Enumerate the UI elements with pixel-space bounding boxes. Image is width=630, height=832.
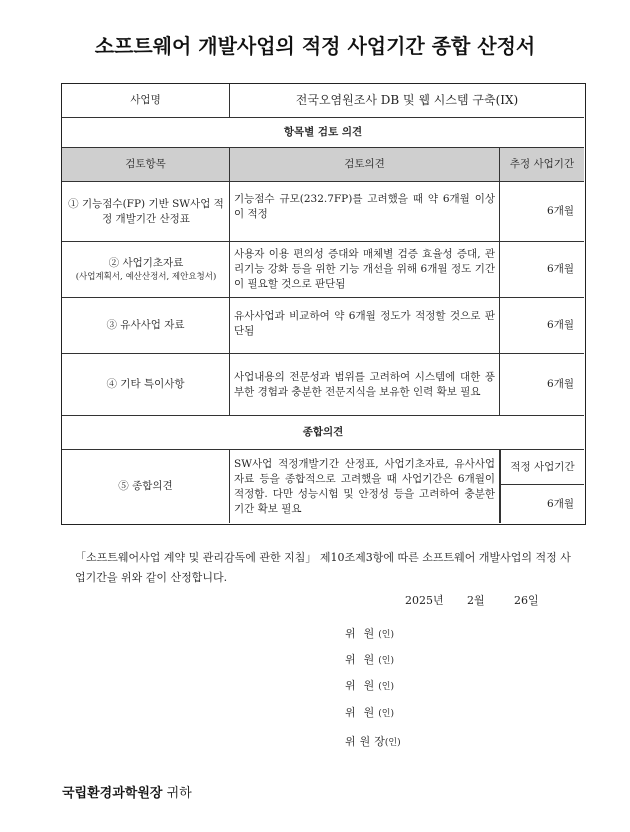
review-item-other: ④ 기타 특이사항 (106, 378, 185, 390)
summary-opinion: SW사업 적정개발기간 산정표, 사업기초자료, 유사사업자료 등을 종합적으로 고려했을 때 사업기간은 6개월이 적정함. 다만 성능시험 및 안정성 등을 고려하여 충분한 기간 확보 필요 (234, 457, 495, 515)
assessment-form (61, 83, 586, 525)
review-opinion-basic-data: 사용자 이용 편의성 증대와 매체별 검증 효율성 증대, 관리기능 강화 등을 위한 기능 개선을 위해 6개월 정도 기간이 필요할 것으로 판단됨 (234, 248, 495, 290)
seal-mark: (인) (384, 738, 401, 748)
signature-member-3 (345, 677, 394, 693)
signature-role: 위원 (345, 653, 383, 666)
document-title: 소프트웨어 개발사업의 적정 사업기간 종합 산정서 (94, 34, 536, 58)
recipient-name: 국립환경과학원장 (62, 786, 163, 801)
statement-text: 「소프트웨어사업 계약 및 관리감독에 관한 지침」 제10조제3항에 따른 소프트웨어 개발사업의 적정 사업기간을 위와 같이 산정합니다. (75, 551, 571, 584)
project-name: 전국오염원조사 DB 및 웹 시스템 구축(IX) (295, 93, 519, 107)
footer-recipient (62, 782, 192, 801)
review-period-similar: 6개월 (547, 319, 574, 331)
signature-member-4 (345, 704, 394, 720)
review-period-other: 6개월 (547, 378, 574, 390)
review-opinion-other: 사업내용의 전문성과 범위를 고려하여 시스템에 대한 풍부한 경험과 충분한 전문지식을 보유한 인력 확보 필요 (234, 370, 495, 398)
review-item-basic-data-label: ② 사업기초자료 (108, 257, 184, 269)
signature-role: 위원 (345, 679, 383, 692)
signature-role: 위원장 (345, 735, 389, 748)
seal-mark: (인) (378, 682, 394, 692)
recipient-suffix: 귀하 (166, 786, 192, 801)
signature-member-2 (345, 651, 394, 667)
header-opinion: 검토의견 (230, 148, 499, 181)
header-item: 검토항목 (62, 148, 229, 181)
summary-period-label: 적정 사업기간 (510, 460, 575, 473)
review-opinion-similar: 유사사업과 비교하여 약 6개월 정도가 적정할 것으로 판단됨 (234, 310, 495, 337)
review-section-title: 항목별 검토 의견 (283, 126, 363, 138)
review-period-basic-data: 6개월 (547, 263, 574, 275)
seal-mark: (인) (378, 709, 394, 719)
review-item-basic-data (64, 242, 228, 297)
date-month: 2월 (467, 594, 485, 607)
date-day: 26일 (514, 594, 539, 607)
review-period-fp: 6개월 (547, 205, 574, 217)
summary-item: ⑤ 종합의견 (118, 480, 173, 492)
signature-chair (345, 733, 401, 749)
signature-member-1 (345, 625, 394, 641)
header-period: 추정 사업기간 (500, 148, 584, 181)
review-item-fp: ① 기능점수(FP) 기반 SW사업 적정 개발기간 산정표 (68, 197, 224, 225)
review-item-similar: ③ 유사사업 자료 (106, 319, 185, 331)
signature-role: 위원 (345, 627, 383, 640)
signature-role: 위원 (345, 706, 383, 719)
review-opinion-fp: 기능점수 규모(232.7FP)를 고려했을 때 약 6개월 이상이 적정 (234, 193, 495, 220)
seal-mark: (인) (378, 656, 394, 666)
summary-period: 6개월 (547, 497, 574, 510)
seal-mark: (인) (378, 630, 394, 640)
summary-section-title: 종합의견 (302, 426, 344, 438)
date-year: 2025년 (405, 594, 444, 607)
project-label: 사업명 (130, 94, 161, 106)
review-item-basic-data-sub: (사업계획서, 예산산정서, 제안요청서) (75, 272, 217, 282)
